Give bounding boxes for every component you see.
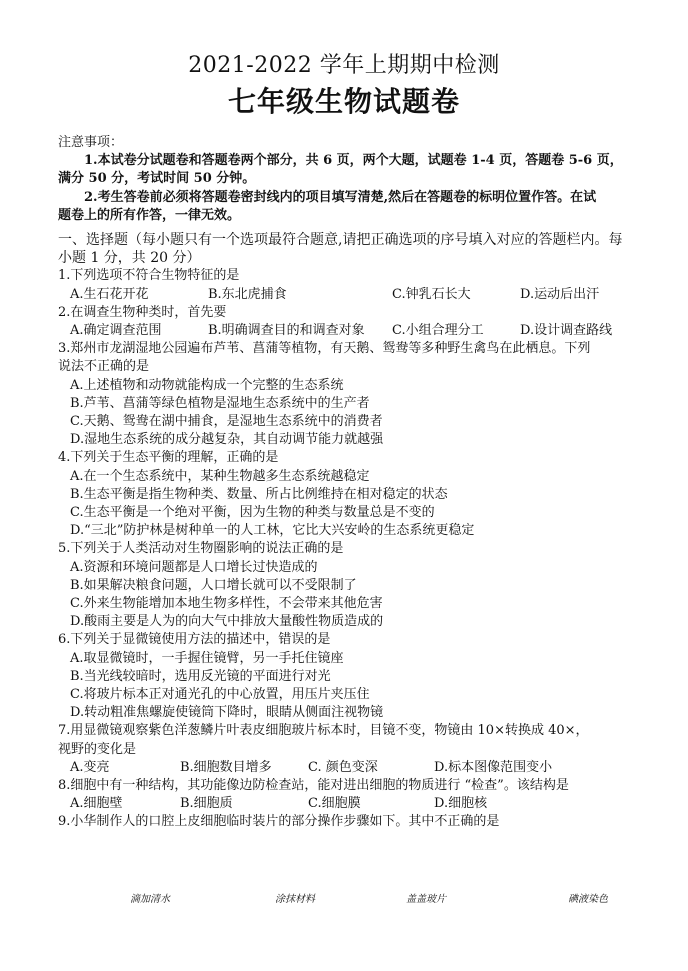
answer-option: A.取显微镜时，一手握住镜臂，另一手托住镜座: [70, 650, 344, 666]
question-3: [58, 340, 648, 449]
answer-option: B.明确调查目的和调查对象: [208, 323, 365, 339]
question-stem: 说法不正确的是: [58, 359, 150, 375]
question-7: [58, 722, 648, 777]
answer-option: B.芦苇、菖蒲等绿色植物是湿地生态系统中的生产者: [70, 395, 370, 411]
question-2: [58, 304, 648, 340]
figure-step-labels: [0, 890, 688, 908]
exam-subtitle: 七年级生物试题卷: [227, 85, 460, 118]
exam-title: 2021-2022 学年上期期中检测: [188, 53, 500, 78]
answer-option: B.细胞质: [180, 796, 233, 812]
answer-option: D.转动粗准焦螺旋使镜筒下降时，眼睛从侧面注视物镜: [70, 705, 384, 721]
answer-option: D.“三北”防护林是树种单一的人工林，它比大兴安岭的生态系统更稳定: [70, 523, 475, 539]
question-stem: 2.在调查生物种类时，首先要: [58, 304, 227, 320]
question-stem: 4.下列关于生态平衡的理解，正确的是: [58, 450, 279, 466]
answer-option: B.生态平衡是指生物种类、数量、所占比例维持在相对稳定的状态: [70, 486, 448, 502]
question-list: [58, 267, 648, 831]
option-row: [58, 759, 648, 777]
figure-label-1: 滴加清水: [130, 894, 170, 905]
answer-option: C.天鹅、鸳鸯在湖中捕食，是湿地生态系统中的消费者: [70, 414, 383, 430]
section-heading-line-2: 小题 1 分，共 20 分）: [58, 250, 201, 267]
option-row: [58, 286, 648, 304]
question-stem: 5.下列关于人类活动对生物圈影响的说法正确的是: [58, 541, 344, 557]
notes-block: [58, 134, 648, 225]
answer-option: D.运动后出汗: [520, 286, 600, 302]
question-8: [58, 777, 648, 813]
question-stem: 视野的变化是: [58, 741, 137, 757]
answer-option: D.设计调查路线: [520, 323, 613, 339]
note-item-1-line-2: 满分 50 分，考试时间 50 分钟。: [58, 171, 256, 187]
notes-heading: 注意事项：: [58, 135, 124, 150]
answer-option: C.小组合理分工: [392, 323, 484, 339]
answer-option: D.细胞核: [434, 796, 488, 812]
note-item-1-line-1: 1.本试卷分试题卷和答题卷两个部分，共 6 页，两个大题，试题卷 1-4 页，答题卷 5-6 页，: [84, 153, 623, 169]
answer-option: D.酸雨主要是人为的向大气中排放大量酸性物质造成的: [70, 614, 384, 630]
question-5: [58, 540, 648, 631]
answer-option: A.确定调查范围: [70, 323, 162, 339]
answer-option: A.在一个生态系统中，某种生物越多生态系统越稳定: [70, 468, 370, 484]
question-stem: 1.下列选项不符合生物特征的是: [58, 268, 240, 284]
answer-option: B.如果解决粮食问题，人口增长就可以不受限制了: [70, 577, 357, 593]
answer-option: B.当光线较暗时，选用反光镜的平面进行对光: [70, 668, 331, 684]
section-heading: [58, 231, 648, 267]
answer-option: C.将玻片标本正对通光孔的中心放置，用压片夹压住: [70, 687, 370, 703]
question-stem: 7.用显微镜观察紫色洋葱鳞片叶表皮细胞玻片标本时，目镜不变，物镜由 10×转换成 40×，: [58, 723, 589, 739]
question-stem: 8.细胞中有一种结构，其功能像边防检查站，能对进出细胞的物质进行 “检查”。该结构是: [58, 778, 569, 794]
answer-option: B.细胞数目增多: [180, 759, 272, 775]
answer-option: A.变亮: [70, 759, 110, 775]
option-row: [58, 322, 648, 340]
question-stem: 6.下列关于显微镜使用方法的描述中，错误的是: [58, 632, 331, 648]
answer-option: A.资源和环境问题都是人口增长过快造成的: [70, 559, 318, 575]
question-6: [58, 631, 648, 722]
answer-option: A.生石花开花: [70, 286, 149, 302]
question-1: [58, 267, 648, 303]
answer-option: A.上述植物和动物就能构成一个完整的生态系统: [70, 377, 344, 393]
question-9: [58, 813, 648, 831]
question-4: [58, 449, 648, 540]
note-item-2-line-2: 题卷上的所有作答，一律无效。: [58, 207, 241, 223]
question-stem: 9.小华制作人的口腔上皮细胞临时装片的部分操作步骤如下。其中不正确的是: [58, 814, 500, 830]
question-stem: 3.郑州市龙湖湿地公园遍布芦苇、菖蒲等植物，有天鹅、鸳鸯等多种野生禽鸟在此栖息。下列: [58, 341, 591, 357]
section-heading-line-1: 一、选择题（每小题只有一个选项最符合题意,请把正确选项的序号填入对应的答题栏内。每: [58, 232, 623, 249]
note-item-2-line-1: 2.考生答卷前必须将答题卷密封线内的项目填写清楚,然后在答题卷的标明位置作答。在试: [84, 189, 597, 205]
answer-option: D.湿地生态系统的成分越复杂，其自动调节能力就越强: [70, 432, 384, 448]
figure-label-4: 碘液染色: [568, 894, 608, 905]
exam-body: [58, 134, 648, 832]
answer-option: B.东北虎捕食: [208, 286, 287, 302]
answer-option: C.生态平衡是一个绝对平衡，因为生物的种类与数量总是不变的: [70, 505, 435, 521]
answer-option: D.标本图像范围变小: [434, 759, 553, 775]
option-row: [58, 795, 648, 813]
figure-label-2: 涂抹材料: [275, 894, 315, 905]
answer-option: C.细胞膜: [308, 796, 361, 812]
answer-option: C.钟乳石长大: [392, 286, 471, 302]
answer-option: C.外来生物能增加本地生物多样性，不会带来其他危害: [70, 596, 383, 612]
figure-label-3: 盖盖玻片: [406, 894, 446, 905]
answer-option: A.细胞壁: [70, 796, 123, 812]
answer-option: C. 颜色变深: [308, 759, 378, 775]
